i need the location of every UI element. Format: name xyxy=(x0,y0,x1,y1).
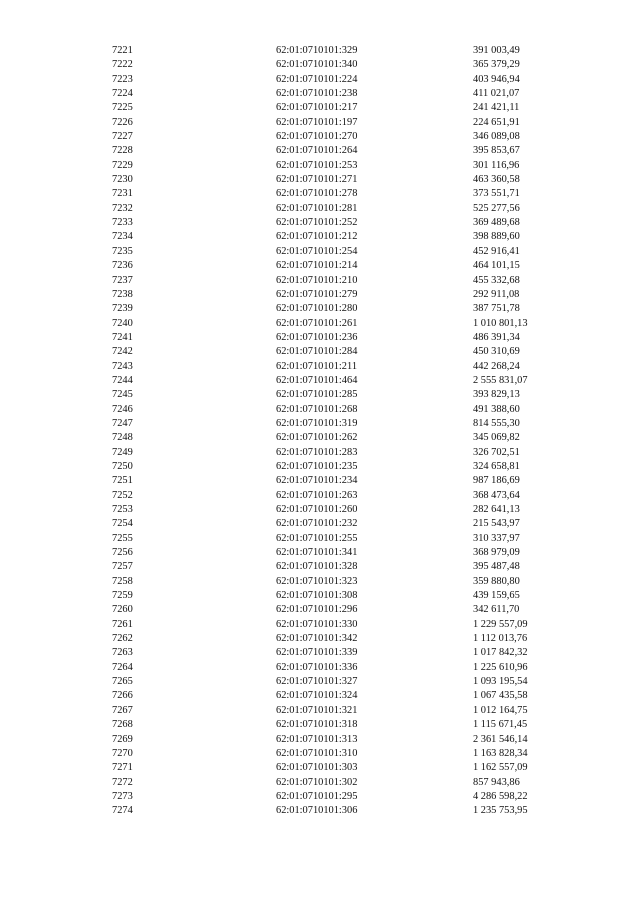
cadastral-number: 62:01:0710101:252 xyxy=(276,217,358,229)
cadastral-number: 62:01:0710101:217 xyxy=(276,102,358,114)
cadastral-value: 2 361 546,14 xyxy=(473,733,528,745)
cadastral-value: 345 069,82 xyxy=(473,432,520,444)
table-row xyxy=(0,58,640,72)
cadastral-number: 62:01:0710101:254 xyxy=(276,245,358,257)
cadastral-value: 393 829,13 xyxy=(473,389,520,401)
row-number: 7222 xyxy=(112,59,133,71)
cadastral-number: 62:01:0710101:232 xyxy=(276,518,358,530)
row-number: 7239 xyxy=(112,303,133,315)
cadastral-value: 365 379,29 xyxy=(473,59,520,71)
cadastral-number: 62:01:0710101:234 xyxy=(276,475,358,487)
cadastral-number: 62:01:0710101:303 xyxy=(276,762,358,774)
cadastral-number: 62:01:0710101:238 xyxy=(276,88,358,100)
row-number: 7273 xyxy=(112,790,133,802)
row-number: 7270 xyxy=(112,747,133,759)
cadastral-value: 403 946,94 xyxy=(473,73,520,85)
cadastral-number: 62:01:0710101:327 xyxy=(276,676,358,688)
cadastral-value: 1 067 435,58 xyxy=(473,690,528,702)
cadastral-value: 455 332,68 xyxy=(473,274,520,286)
cadastral-value: 1 229 557,09 xyxy=(473,618,528,630)
cadastral-number: 62:01:0710101:464 xyxy=(276,374,358,386)
cadastral-number: 62:01:0710101:262 xyxy=(276,432,358,444)
cadastral-number: 62:01:0710101:302 xyxy=(276,776,358,788)
table-row xyxy=(0,460,640,474)
row-number: 7258 xyxy=(112,575,133,587)
table-row xyxy=(0,159,640,173)
cadastral-number: 62:01:0710101:319 xyxy=(276,417,358,429)
cadastral-number: 62:01:0710101:339 xyxy=(276,647,358,659)
cadastral-number: 62:01:0710101:224 xyxy=(276,73,358,85)
row-number: 7230 xyxy=(112,174,133,186)
cadastral-value: 368 473,64 xyxy=(473,489,520,501)
row-number: 7253 xyxy=(112,504,133,515)
cadastral-number: 62:01:0710101:342 xyxy=(276,633,358,645)
table-row xyxy=(0,116,640,130)
cadastral-number: 62:01:0710101:296 xyxy=(276,604,358,616)
table-row xyxy=(0,618,640,632)
cadastral-value: 359 880,80 xyxy=(473,575,520,587)
cadastral-value: 1 112 013,76 xyxy=(473,633,528,645)
cadastral-value: 215 543,97 xyxy=(473,518,520,530)
table-row xyxy=(0,173,640,187)
table-row xyxy=(0,259,640,273)
cadastral-value: 224 651,91 xyxy=(473,116,520,128)
table-row xyxy=(0,73,640,87)
table-row xyxy=(0,776,640,790)
table-row xyxy=(0,646,640,660)
table-row xyxy=(0,446,640,460)
row-number: 7225 xyxy=(112,102,133,114)
row-number: 7260 xyxy=(112,604,133,616)
table-row xyxy=(0,374,640,388)
cadastral-number: 62:01:0710101:324 xyxy=(276,690,358,702)
row-number: 7262 xyxy=(112,633,133,645)
cadastral-value: 464 101,15 xyxy=(473,260,520,272)
table-row xyxy=(0,503,640,517)
table-row xyxy=(0,632,640,646)
table-row xyxy=(0,489,640,503)
row-number: 7268 xyxy=(112,719,133,731)
cadastral-value: 1 115 671,45 xyxy=(473,719,528,731)
cadastral-value: 1 162 557,09 xyxy=(473,762,528,774)
cadastral-number: 62:01:0710101:261 xyxy=(276,317,358,329)
row-number: 7221 xyxy=(112,45,133,56)
table-row xyxy=(0,144,640,158)
cadastral-value: 2 555 831,07 xyxy=(473,374,528,386)
table-row xyxy=(0,187,640,201)
row-number: 7248 xyxy=(112,432,133,444)
row-number: 7235 xyxy=(112,245,133,257)
table-row xyxy=(0,804,640,818)
cadastral-value: 282 641,13 xyxy=(473,504,520,515)
table-row xyxy=(0,202,640,216)
cadastral-value: 398 889,60 xyxy=(473,231,520,243)
cadastral-number: 62:01:0710101:279 xyxy=(276,288,358,300)
cadastral-value: 1 093 195,54 xyxy=(473,676,528,688)
cadastral-value: 1 163 828,34 xyxy=(473,747,528,759)
cadastral-number: 62:01:0710101:310 xyxy=(276,747,358,759)
table-row xyxy=(0,317,640,331)
table-row xyxy=(0,661,640,675)
row-number: 7242 xyxy=(112,346,133,358)
cadastral-number: 62:01:0710101:329 xyxy=(276,45,358,56)
row-number: 7244 xyxy=(112,374,133,386)
cadastral-value: 452 916,41 xyxy=(473,245,520,257)
row-number: 7246 xyxy=(112,403,133,415)
row-number: 7228 xyxy=(112,145,133,157)
row-number: 7240 xyxy=(112,317,133,329)
row-number: 7263 xyxy=(112,647,133,659)
cadastral-value: 324 658,81 xyxy=(473,460,520,472)
table-row xyxy=(0,546,640,560)
row-number: 7233 xyxy=(112,217,133,229)
cadastral-number: 62:01:0710101:340 xyxy=(276,59,358,71)
cadastral-value: 1 012 164,75 xyxy=(473,704,528,716)
row-number: 7256 xyxy=(112,547,133,559)
cadastral-value: 411 021,07 xyxy=(473,88,520,100)
cadastral-value: 241 421,11 xyxy=(473,102,520,114)
cadastral-value: 301 116,96 xyxy=(473,159,520,171)
cadastral-number: 62:01:0710101:264 xyxy=(276,145,358,157)
cadastral-value: 391 003,49 xyxy=(473,45,520,56)
cadastral-number: 62:01:0710101:253 xyxy=(276,159,358,171)
row-number: 7267 xyxy=(112,704,133,716)
cadastral-value: 342 611,70 xyxy=(473,604,520,616)
row-number: 7236 xyxy=(112,260,133,272)
row-number: 7251 xyxy=(112,475,133,487)
cadastral-number: 62:01:0710101:313 xyxy=(276,733,358,745)
row-number: 7257 xyxy=(112,561,133,573)
row-number: 7252 xyxy=(112,489,133,501)
table-row xyxy=(0,603,640,617)
cadastral-number: 62:01:0710101:270 xyxy=(276,131,358,143)
cadastral-value: 1 017 842,32 xyxy=(473,647,528,659)
cadastral-value: 442 268,24 xyxy=(473,360,520,372)
table-row xyxy=(0,417,640,431)
table-row xyxy=(0,403,640,417)
table-row xyxy=(0,474,640,488)
cadastral-value: 326 702,51 xyxy=(473,446,520,458)
row-number: 7226 xyxy=(112,116,133,128)
cadastral-number: 62:01:0710101:318 xyxy=(276,719,358,731)
table-row xyxy=(0,560,640,574)
cadastral-value: 525 277,56 xyxy=(473,202,520,214)
cadastral-number: 62:01:0710101:263 xyxy=(276,489,358,501)
cadastral-value: 395 487,48 xyxy=(473,561,520,573)
cadastral-value: 369 489,68 xyxy=(473,217,520,229)
row-number: 7261 xyxy=(112,618,133,630)
cadastral-value: 368 979,09 xyxy=(473,547,520,559)
row-number: 7247 xyxy=(112,417,133,429)
cadastral-number: 62:01:0710101:323 xyxy=(276,575,358,587)
cadastral-number: 62:01:0710101:284 xyxy=(276,346,358,358)
cadastral-value: 1 010 801,13 xyxy=(473,317,528,329)
cadastral-number: 62:01:0710101:235 xyxy=(276,460,358,472)
row-number: 7231 xyxy=(112,188,133,200)
table-row xyxy=(0,704,640,718)
row-number: 7266 xyxy=(112,690,133,702)
cadastral-number: 62:01:0710101:212 xyxy=(276,231,358,243)
cadastral-number: 62:01:0710101:210 xyxy=(276,274,358,286)
row-number: 7265 xyxy=(112,676,133,688)
row-number: 7274 xyxy=(112,805,133,817)
table-row xyxy=(0,733,640,747)
cadastral-number: 62:01:0710101:306 xyxy=(276,805,358,817)
cadastral-value: 310 337,97 xyxy=(473,532,520,544)
cadastral-number: 62:01:0710101:278 xyxy=(276,188,358,200)
row-number: 7245 xyxy=(112,389,133,401)
cadastral-value: 395 853,67 xyxy=(473,145,520,157)
cadastral-number: 62:01:0710101:328 xyxy=(276,561,358,573)
row-number: 7227 xyxy=(112,131,133,143)
cadastral-value: 387 751,78 xyxy=(473,303,520,315)
cadastral-value: 292 911,08 xyxy=(473,288,520,300)
cadastral-number: 62:01:0710101:211 xyxy=(276,360,358,372)
table-row xyxy=(0,517,640,531)
table-row xyxy=(0,216,640,230)
cadastral-number: 62:01:0710101:197 xyxy=(276,116,358,128)
cadastral-number: 62:01:0710101:330 xyxy=(276,618,358,630)
cadastral-value: 491 388,60 xyxy=(473,403,520,415)
table-row xyxy=(0,689,640,703)
cadastral-number: 62:01:0710101:268 xyxy=(276,403,358,415)
table-row xyxy=(0,589,640,603)
cadastral-value: 857 943,86 xyxy=(473,776,520,788)
row-number: 7255 xyxy=(112,532,133,544)
table-row xyxy=(0,245,640,259)
cadastral-number: 62:01:0710101:281 xyxy=(276,202,358,214)
row-number: 7249 xyxy=(112,446,133,458)
cadastral-number: 62:01:0710101:214 xyxy=(276,260,358,272)
row-number: 7243 xyxy=(112,360,133,372)
cadastral-number: 62:01:0710101:260 xyxy=(276,504,358,515)
table-row xyxy=(0,345,640,359)
table-row xyxy=(0,747,640,761)
cadastral-value: 486 391,34 xyxy=(473,331,520,343)
table-row xyxy=(0,388,640,402)
row-number: 7223 xyxy=(112,73,133,85)
table-row xyxy=(0,130,640,144)
row-number: 7224 xyxy=(112,88,133,100)
cadastral-value: 373 551,71 xyxy=(473,188,520,200)
cadastral-value: 463 360,58 xyxy=(473,174,520,186)
table-row xyxy=(0,230,640,244)
table-row xyxy=(0,288,640,302)
table-row xyxy=(0,532,640,546)
cadastral-number: 62:01:0710101:341 xyxy=(276,547,358,559)
table-row xyxy=(0,790,640,804)
cadastral-value: 1 225 610,96 xyxy=(473,661,528,673)
cadastral-number: 62:01:0710101:285 xyxy=(276,389,358,401)
cadastral-number: 62:01:0710101:295 xyxy=(276,790,358,802)
table-row xyxy=(0,761,640,775)
cadastral-value: 346 089,08 xyxy=(473,131,520,143)
cadastral-number: 62:01:0710101:336 xyxy=(276,661,358,673)
cadastral-value: 814 555,30 xyxy=(473,417,520,429)
row-number: 7259 xyxy=(112,590,133,602)
table-row xyxy=(0,675,640,689)
row-number: 7232 xyxy=(112,202,133,214)
row-number: 7241 xyxy=(112,331,133,343)
row-number: 7238 xyxy=(112,288,133,300)
table-row xyxy=(0,101,640,115)
table-row xyxy=(0,274,640,288)
cadastral-number: 62:01:0710101:236 xyxy=(276,331,358,343)
table-row xyxy=(0,718,640,732)
row-number: 7271 xyxy=(112,762,133,774)
table-row xyxy=(0,87,640,101)
row-number: 7250 xyxy=(112,460,133,472)
row-number: 7254 xyxy=(112,518,133,530)
table-row xyxy=(0,44,640,58)
cadastral-value: 987 186,69 xyxy=(473,475,520,487)
cadastral-value: 4 286 598,22 xyxy=(473,790,528,802)
cadastral-number: 62:01:0710101:271 xyxy=(276,174,358,186)
cadastral-number: 62:01:0710101:255 xyxy=(276,532,358,544)
cadastral-number: 62:01:0710101:321 xyxy=(276,704,358,716)
cadastral-number: 62:01:0710101:280 xyxy=(276,303,358,315)
row-number: 7229 xyxy=(112,159,133,171)
cadastral-value: 1 235 753,95 xyxy=(473,805,528,817)
cadastral-value: 450 310,69 xyxy=(473,346,520,358)
row-number: 7272 xyxy=(112,776,133,788)
row-number: 7269 xyxy=(112,733,133,745)
cadastral-number: 62:01:0710101:308 xyxy=(276,590,358,602)
table-row xyxy=(0,431,640,445)
table-row xyxy=(0,302,640,316)
row-number: 7264 xyxy=(112,661,133,673)
table-row xyxy=(0,331,640,345)
cadastral-value: 439 159,65 xyxy=(473,590,520,602)
cadastral-number: 62:01:0710101:283 xyxy=(276,446,358,458)
table-row xyxy=(0,360,640,374)
table-row xyxy=(0,575,640,589)
row-number: 7237 xyxy=(112,274,133,286)
row-number: 7234 xyxy=(112,231,133,243)
